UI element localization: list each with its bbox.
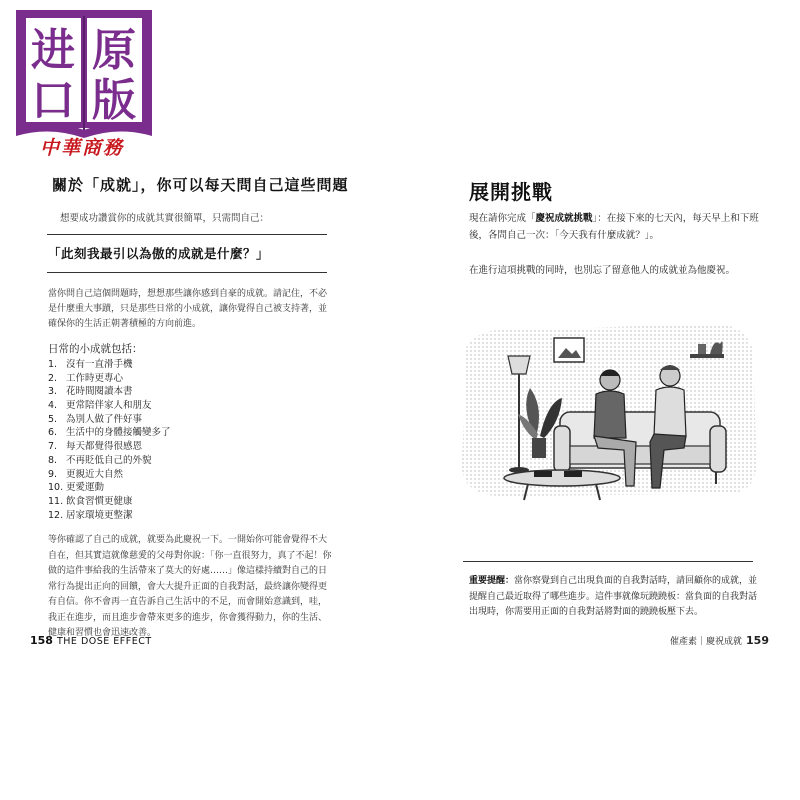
left-paragraph-2: 等你確認了自己的成就，就要為此慶祝一下。一開始你可能會覺得不大自在，但其實這就像慈愛的父母對你說：「你一直很努力，真了不起！你做的這件事給我的生活帶來了莫大的好處……」像這樣持續對自己的日常行為提出正向的回饋，會大大提升正面的自我對話，最終讓你變得更有自信。你不會再一直告訴自己生活中的不足，而會開始意識到，哇，我正在進步，而且進步會帶來更多的進步，你會獲得動力，你的生活、健康和習慣也會迅速改善。 bbox=[48, 535, 332, 638]
list-item: 6. 生活中的身體接觸變多了 bbox=[48, 427, 171, 439]
right-page-heading: 展開挑戰 bbox=[469, 180, 553, 204]
list-item: 1. 沒有一直滑手機 bbox=[48, 359, 133, 370]
divider-rule bbox=[47, 272, 327, 273]
running-title: 催產素｜慶祝成就 bbox=[670, 637, 743, 647]
achievement-list-title: 日常的小成就包括： bbox=[48, 343, 143, 355]
left-page-heading: 關於「成就」，你可以每天問自己這些問題 bbox=[52, 176, 349, 194]
achievement-list bbox=[48, 358, 171, 522]
list-item: 7. 每天都覺得很感恩 bbox=[48, 441, 143, 453]
page-number: 159 bbox=[746, 634, 769, 647]
list-item: 3. 花時間閱讀本書 bbox=[48, 386, 133, 398]
list-item: 5. 為別人做了件好事 bbox=[48, 413, 143, 425]
divider-rule bbox=[47, 234, 327, 235]
publisher-logo: 中華商務 bbox=[40, 137, 125, 159]
list-item: 12. 居家環境更整潔 bbox=[48, 509, 133, 521]
page-number: 158 bbox=[30, 634, 53, 647]
right-paragraph-2: 在進行這項挑戰的同時，也別忘了留意他人的成就並為他慶祝。 bbox=[469, 265, 736, 276]
list-item: 2. 工作時更專心 bbox=[48, 372, 124, 384]
list-item: 8. 不再貶低自己的外貌 bbox=[48, 454, 152, 466]
tip-label: 重要提醒： bbox=[469, 576, 515, 586]
list-item: 9. 更親近大自然 bbox=[48, 468, 124, 480]
left-paragraph-1: 當你問自己這個問題時，想想那些讓你感到自豪的成就。請記住，不必是什麼重大事蹟，只是那些日常的小成就，讓你覺得自己被支持著，並確保你的生活正朝著積極的方向前進。 bbox=[48, 289, 328, 329]
divider-rule bbox=[463, 561, 753, 562]
badge-char-3: 口 bbox=[31, 75, 75, 126]
running-title: THE DOSE EFFECT bbox=[56, 636, 152, 647]
challenge-name: 慶祝成就挑戰 bbox=[535, 213, 593, 224]
living-room-illustration bbox=[458, 318, 758, 503]
challenge-paragraph: 現在請你完成「慶祝成就挑戰」：在接下來的七天內，每天早上和下班後，各問自己一次：「今天我有什麼成就？」。 bbox=[469, 213, 759, 241]
left-page-folio bbox=[30, 634, 152, 647]
important-tip: 重要提醒：當你察覺到自己出現負面的自我對話時，請回顧你的成就，並提醒自己最近取得了哪些進步。這件事就像玩蹺蹺板：當負面的自我對話出現時，你需要用正面的自我對話將對面的蹺蹺板壓下去。 bbox=[469, 576, 758, 617]
list-item: 4. 更常陪伴家人和朋友 bbox=[48, 400, 152, 412]
list-item: 10. 更愛運動 bbox=[48, 482, 105, 494]
right-page-folio bbox=[670, 634, 769, 647]
badge-char-4: 版 bbox=[92, 75, 136, 126]
badge-char-2: 原 bbox=[92, 25, 136, 76]
key-question-quote: 「此刻我最引以為傲的成就是什麼？」 bbox=[48, 246, 270, 261]
left-intro-text: 想要成功讚賞你的成就其實很簡單，只需問自己： bbox=[60, 213, 270, 224]
badge-char-1: 进 bbox=[31, 25, 75, 76]
list-item: 11. 飲食習慣更健康 bbox=[48, 495, 133, 507]
